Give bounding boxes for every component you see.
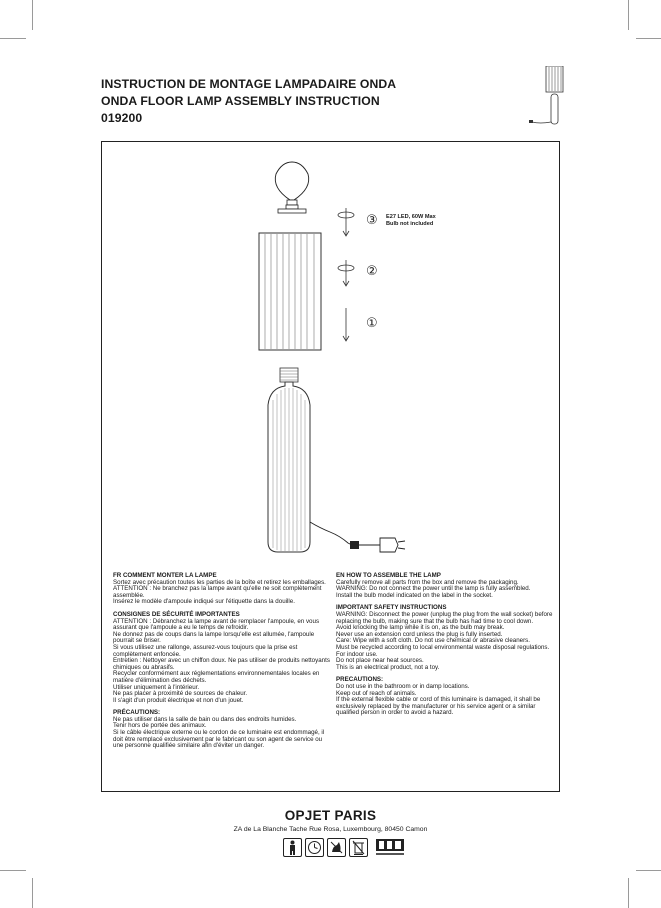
- document-header: [101, 76, 501, 127]
- en-safety-line: Avoid knocking the lamp while it is on, as the bulb may break.: [336, 624, 505, 632]
- clock-temperature-icon: [305, 838, 324, 857]
- en-safety-line: WARNING: Disconnect the power (unplug the plug from the wall socket) before replacing the bulb, making sure that the bulb has had time to cool down.: [336, 610, 553, 625]
- fr-safety-line: Si vous utilisez une rallonge, assurez-vous toujours que la prise est complètement enfoncée.: [113, 643, 298, 658]
- recycling-label-icon: [371, 838, 409, 857]
- en-how-line: Carefully remove all parts from the box and remove the packaging.: [336, 578, 519, 586]
- en-safety-line: This is an electrical product, not a toy.: [336, 663, 440, 671]
- en-safety-line: Do not place near heat sources.: [336, 657, 424, 665]
- bulb-icon: [275, 162, 308, 213]
- crop-mark: [636, 38, 661, 39]
- en-precautions-title: PRECAUTIONS:: [336, 676, 384, 684]
- fr-how-line: Insérez le modèle d'ampoule indiqué sur l'étiquette dans la douille.: [113, 598, 295, 606]
- fr-precautions-title: PRÉCAUTIONS:: [113, 709, 161, 717]
- fr-safety-line: Entretien : Nettoyer avec un chiffon doux. Ne pas utiliser de produits nettoyants chimiques ou abrasifs.: [113, 657, 330, 671]
- crop-mark: [32, 0, 33, 30]
- bulb-spec-label: [386, 214, 436, 228]
- en-safety-title: IMPORTANT SAFETY INSTRUCTIONS: [336, 604, 447, 612]
- fr-safety-line: Ne donnez pas de coups dans la lampe lorsqu'elle est allumée, l'ampoule pourrait se briser.: [113, 630, 315, 645]
- step-1-number: ①: [366, 316, 378, 331]
- assembly-diagram: [230, 160, 490, 560]
- power-cord-icon: [310, 522, 405, 552]
- crop-mark: [628, 0, 629, 30]
- fr-how-line: Sortez avec précaution toutes les parties de la boîte et retirez les emballages.: [113, 578, 326, 586]
- step-2-number: ②: [366, 264, 378, 279]
- crop-mark: [628, 878, 629, 908]
- fr-safety-title: CONSIGNES DE SÉCURITÉ IMPORTANTES: [113, 610, 240, 618]
- en-precaution-line: Do not use in the bathroom or in damp locations.: [336, 682, 470, 690]
- en-safety-line: Must be recycled according to local environmental waste disposal regulations.: [336, 643, 550, 651]
- bulb-spec-line2: Bulb not included: [386, 221, 434, 227]
- no-pets-icon: [327, 838, 346, 857]
- brand-address: ZA de La Blanche Tache Rue Rosa, Luxembourg, 80450 Camon: [233, 826, 428, 833]
- instructions-en: [336, 573, 556, 717]
- step-3-number: ③: [366, 213, 378, 228]
- fr-safety-line: Recycler conformément aux réglementations environnementales locales en matière d'élimination des déchets.: [113, 670, 320, 684]
- en-how-line: Install the bulb model indicated on the label in the socket.: [336, 591, 493, 599]
- crop-mark: [0, 38, 26, 39]
- fr-safety-line: ATTENTION : Débranchez la lampe avant de remplacer l'ampoule, en vous assurant que l'ampoule a eu le temps de refroidir.: [113, 617, 320, 632]
- step-arrows: [338, 208, 354, 341]
- fr-precaution-line: Si le câble électrique externe ou le cordon de ce luminaire est endommagé, il doit être remplacé exclusivement par le fabricant ou son agent de service ou une personne qualifiée similaire afin d'éviter un danger.: [113, 729, 325, 750]
- en-precaution-line: If the external flexible cable or cord of this luminaire is damaged, it shall be exclusively replaced by the manufacturer or his service agent or a similar qualified person in order to avoid a hazard.: [336, 696, 541, 717]
- fr-how-title: FR COMMENT MONTER LA LAMPE: [113, 572, 217, 579]
- lamp-base-icon: [268, 368, 310, 552]
- fr-safety-line: Ne pas placer à proximité de sources de chaleur.: [113, 690, 248, 698]
- brand-name: OPJET PARIS: [284, 808, 377, 823]
- en-safety-line: Care: Wipe with a soft cloth. Do not use chemical or abrasive cleaners.: [336, 637, 530, 645]
- en-how-title: EN HOW TO ASSEMBLE THE LAMP: [336, 572, 441, 579]
- compliance-icons: [283, 838, 409, 860]
- title-fr: INSTRUCTION DE MONTAGE LAMPADAIRE ONDA: [101, 77, 397, 91]
- en-how-line: WARNING: Do not connect the power until the lamp is fully assembled.: [336, 585, 531, 593]
- lamp-thumbnail-icon: [526, 66, 566, 128]
- title-en: ONDA FLOOR LAMP ASSEMBLY INSTRUCTION: [101, 94, 380, 108]
- fr-how-line: ATTENTION : Ne branchez pas la lampe avant qu'elle ne soit complètement assemblée.: [113, 585, 322, 599]
- en-precaution-line: Keep out of reach of animals.: [336, 689, 417, 697]
- crop-mark: [636, 870, 661, 871]
- crop-mark: [0, 870, 26, 871]
- fr-precaution-line: Tenir hors de portée des animaux.: [113, 722, 207, 730]
- fr-safety-line: Utiliser uniquement à l'intérieur.: [113, 683, 200, 691]
- fr-safety-line: Il s'agit d'un produit électrique et non d'un jouet.: [113, 696, 244, 704]
- en-safety-line: For indoor use.: [336, 650, 378, 658]
- lampshade-icon: [259, 233, 321, 350]
- indoor-person-icon: [283, 838, 302, 857]
- bulb-spec-line1: E27 LED, 60W Max: [386, 214, 436, 220]
- en-safety-line: Never use an extension cord unless the plug is fully inserted.: [336, 630, 503, 638]
- fr-precaution-line: Ne pas utiliser dans la salle de bain ou dans des endroits humides.: [113, 715, 297, 723]
- instructions-fr: [113, 573, 333, 750]
- crop-mark: [32, 878, 33, 908]
- product-ref: 019200: [101, 111, 143, 125]
- waste-bin-icon: [349, 838, 368, 857]
